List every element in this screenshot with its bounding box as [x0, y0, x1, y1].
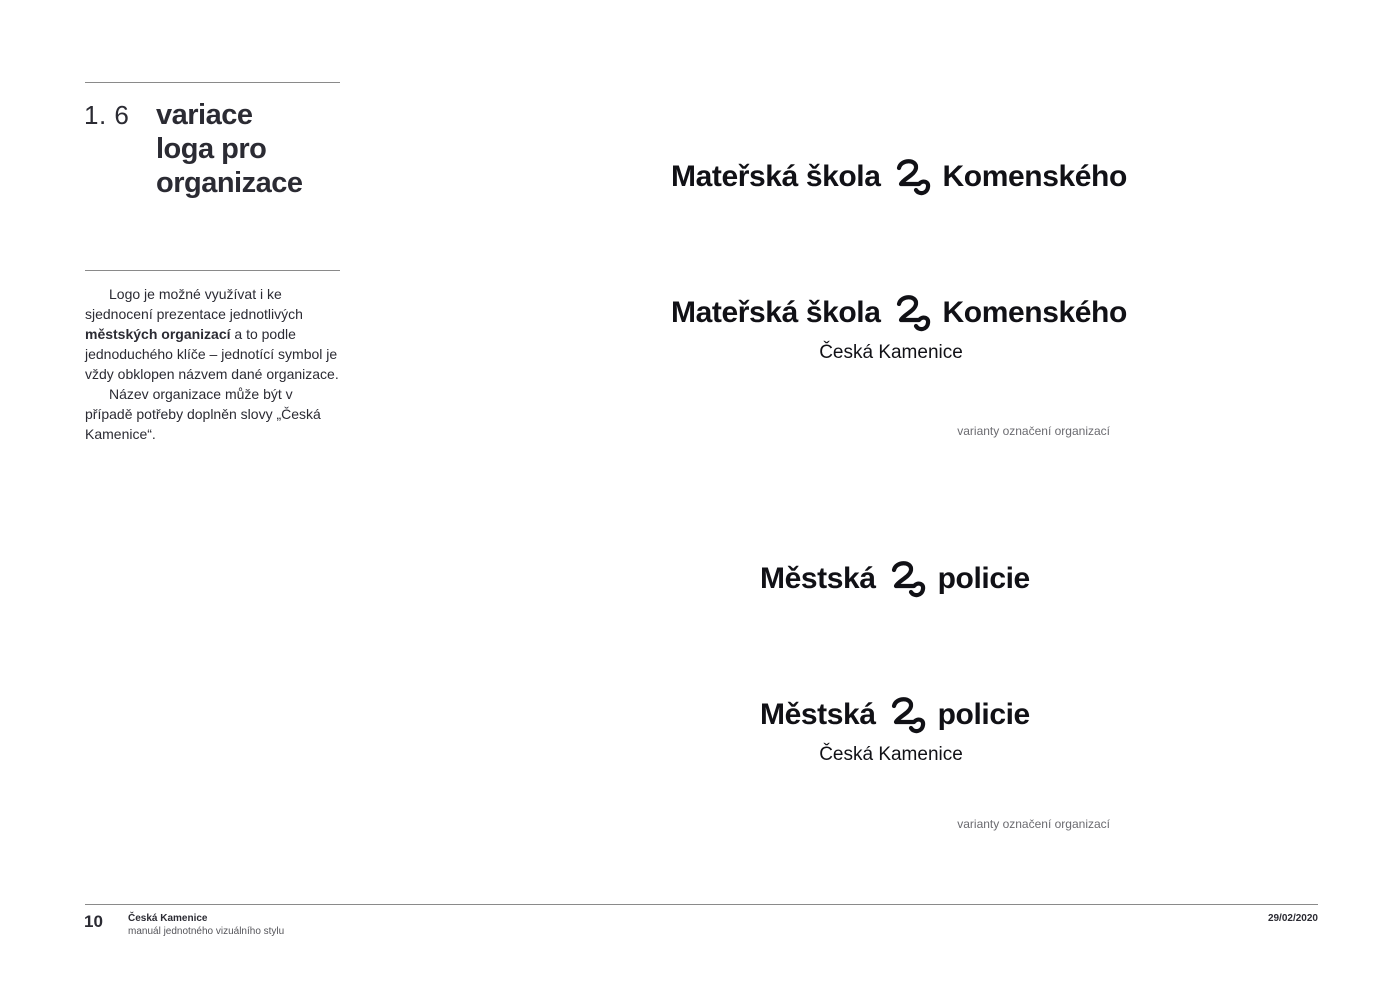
top-rule	[85, 82, 340, 83]
intro-paragraph-2: Název organizace může být v případě potřeby doplněn slovy „Česká Kamenice“.	[85, 386, 321, 442]
logo-subtitle: Česká Kamenice	[819, 744, 963, 765]
logo-subtitle: Česká Kamenice	[819, 342, 963, 363]
section-title	[156, 98, 346, 200]
ck-symbol-icon	[890, 559, 926, 599]
logo-right-text: policie	[937, 698, 1030, 731]
section-title-line-3: organizace	[156, 167, 303, 199]
ck-symbol-icon	[890, 695, 926, 735]
logo-right-text: Komenského	[942, 160, 1127, 193]
footer-organization: Česká Kamenice	[128, 913, 208, 924]
caption-variants: varianty označení organizací	[957, 817, 1110, 831]
logo-left-text: Městská	[760, 562, 876, 595]
intro-rule	[85, 270, 340, 271]
footer-date: 29/02/2020	[1267, 913, 1318, 924]
logo-police	[760, 559, 1030, 599]
intro-emphasis: městských organizací	[85, 326, 231, 342]
ck-symbol-icon	[895, 293, 931, 333]
logo-school-town	[671, 293, 1127, 333]
logo-left-text: Mateřská škola	[671, 160, 881, 193]
intro-text	[85, 284, 343, 444]
caption-variants: varianty označení organizací	[957, 424, 1110, 438]
logo-school	[671, 157, 1127, 197]
logo-left-text: Městská	[760, 698, 876, 731]
footer-rule	[85, 904, 1318, 905]
page-number: 10	[84, 912, 103, 931]
section-title-line-2: loga pro	[156, 133, 267, 165]
logo-left-text: Mateřská škola	[671, 296, 881, 329]
intro-paragraph-1: Logo je možné využívat i ke sjednocení prezentace jednotlivých městských organizací a to podle jednoduchého klíče – jednotící symbol je vždy obklopen názvem dané organizace.	[85, 286, 339, 382]
ck-symbol-icon	[895, 157, 931, 197]
section-title-line-1: variace	[156, 99, 253, 131]
logo-police-town	[760, 695, 1030, 735]
logo-right-text: Komenského	[942, 296, 1127, 329]
logo-right-text: policie	[937, 562, 1030, 595]
section-number: 1. 6	[84, 100, 130, 130]
footer-description: manuál jednotného vizuálního stylu	[128, 926, 285, 937]
